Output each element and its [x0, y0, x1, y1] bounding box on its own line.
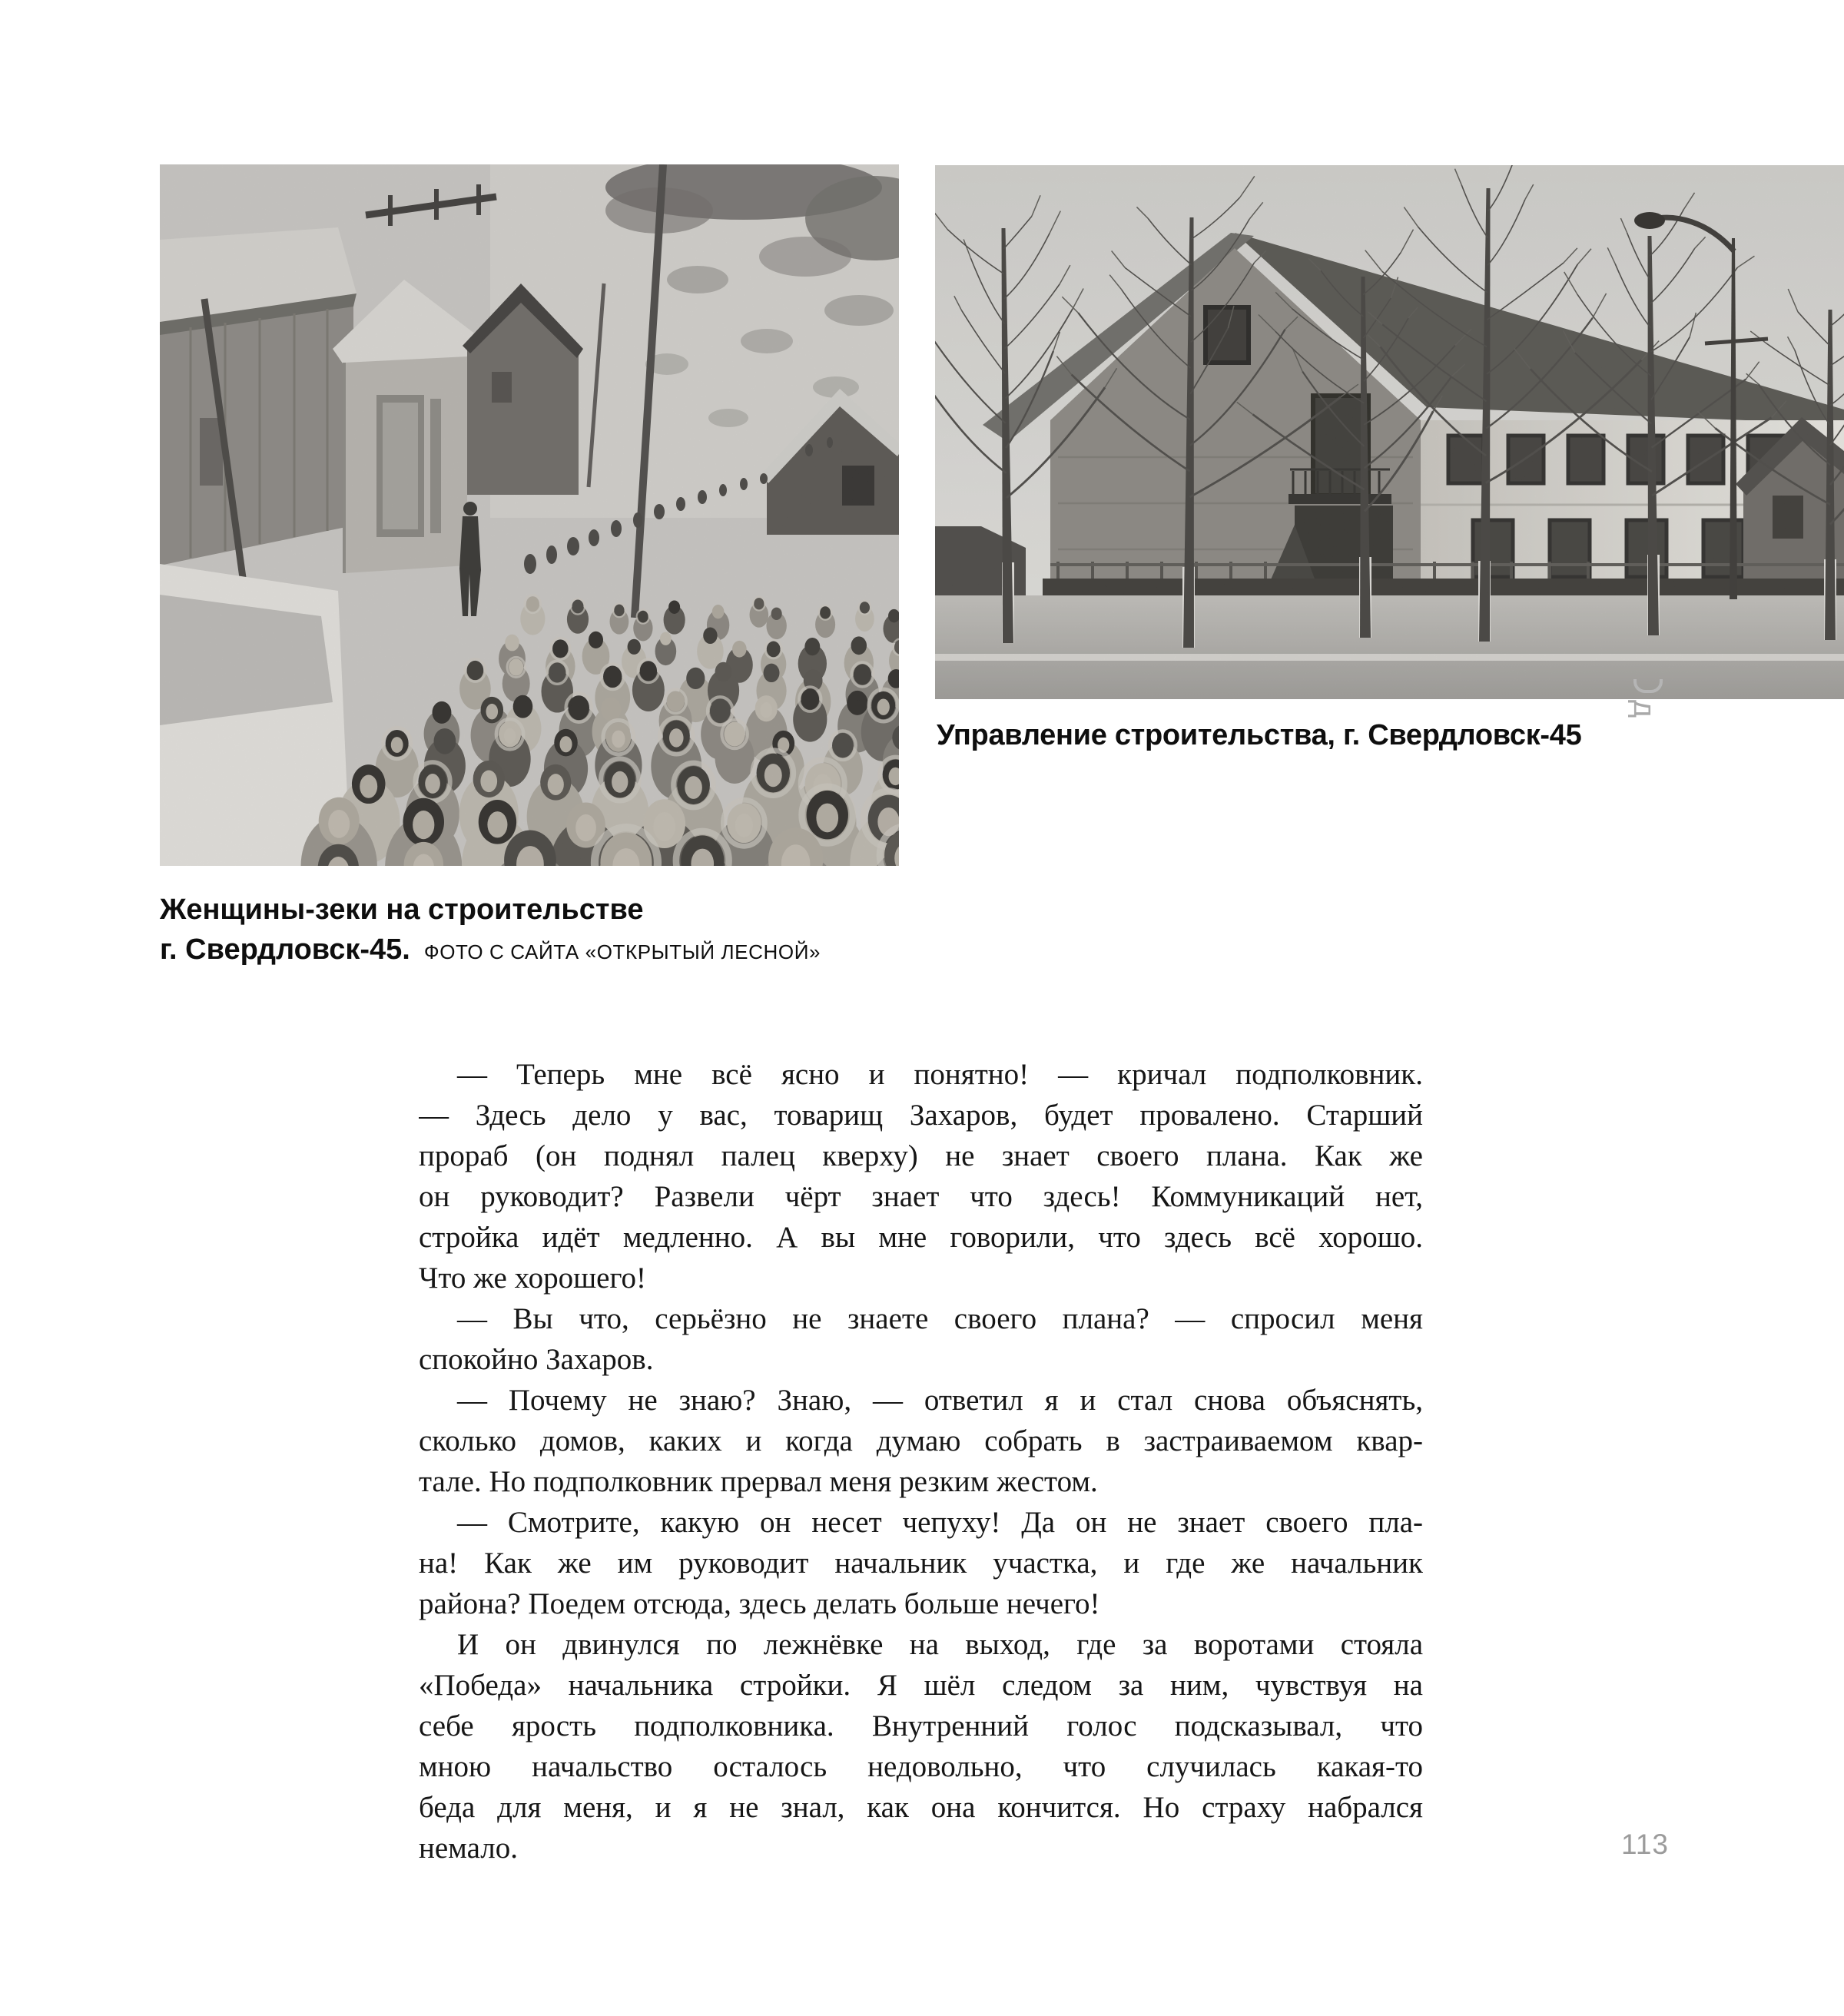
body-line: тале. Но подполковник прервал меня резким жестом.	[419, 1465, 1098, 1498]
body-line: И он двинулся по лежнёвке на выход, где за воротами стояла	[457, 1628, 1423, 1661]
photo-construction-office	[935, 165, 1844, 699]
caption-left-line1: Женщины-зеки на строительстве	[160, 894, 644, 926]
paragraph	[419, 1502, 1423, 1624]
body-line: он руководит? Развели чёрт знает что здесь! Коммуникаций нет,	[419, 1180, 1423, 1213]
photo-women-prisoners	[160, 164, 899, 866]
caption-right-photo	[937, 719, 1581, 752]
page-number: 113	[1621, 1829, 1669, 1860]
paragraph	[419, 1298, 1423, 1380]
body-line: «Победа» начальника стройки. Я шёл следом за ним, чувствуя на	[419, 1669, 1423, 1702]
body-line: немало.	[419, 1832, 518, 1865]
body-line: прораб (он поднял палец кверху) не знает своего плана. Как же	[419, 1139, 1423, 1172]
body-line: мною начальство осталось недовольно, что случилась какая-то	[419, 1750, 1423, 1783]
paragraph	[419, 1624, 1423, 1868]
body-line: Что же хорошего!	[419, 1262, 646, 1295]
caption-left-credit: ФОТО С САЙТА «ОТКРЫТЫЙ ЛЕСНОЙ»	[423, 940, 821, 963]
body-line: — Почему не знаю? Знаю, — ответил я и стал снова объяснять,	[457, 1384, 1423, 1417]
film-grain	[160, 164, 899, 866]
caption-left-bold: г. Свердловск-45.	[160, 933, 410, 966]
body-line: стройка идёт медленно. А вы мне говорили, что здесь всё хорошо.	[419, 1221, 1423, 1254]
caption-left-photo	[160, 890, 821, 972]
caption-right-text: Управление строительства, г. Свердловск-45	[937, 719, 1582, 751]
body-line: беда для меня, и я не знал, как она кончится. Но страху набрался	[419, 1791, 1423, 1824]
body-line: сколько домов, каких и когда думаю собрать в застраиваемом квар-	[419, 1424, 1423, 1457]
body-line: — Смотрите, какую он несет чепуху! Да он не знает своего пла-	[457, 1506, 1423, 1539]
paragraph	[419, 1380, 1423, 1502]
body-line: на! Как же им руководит начальник участка, и где же начальник	[419, 1547, 1423, 1580]
paragraph	[419, 1054, 1423, 1298]
body-line: спокойно Захаров.	[419, 1343, 654, 1376]
caption-left-line2	[160, 930, 821, 972]
body-line: себе ярость подполковника. Внутренний голос подсказывал, что	[419, 1709, 1423, 1742]
body-line: — Здесь дело у вас, товарищ Захаров, будет провалено. Старший	[419, 1099, 1423, 1132]
body-text	[419, 1054, 1423, 1868]
body-line: района? Поедем отсюда, здесь делать больше нечего!	[419, 1587, 1100, 1620]
body-line: — Теперь мне всё ясно и понятно! — кричал подполковник.	[457, 1058, 1423, 1091]
film-grain	[935, 165, 1844, 699]
watermark-glyph: д	[1627, 699, 1662, 718]
body-line: — Вы что, серьёзно не знаете своего плана? — спросил меня	[457, 1302, 1423, 1335]
